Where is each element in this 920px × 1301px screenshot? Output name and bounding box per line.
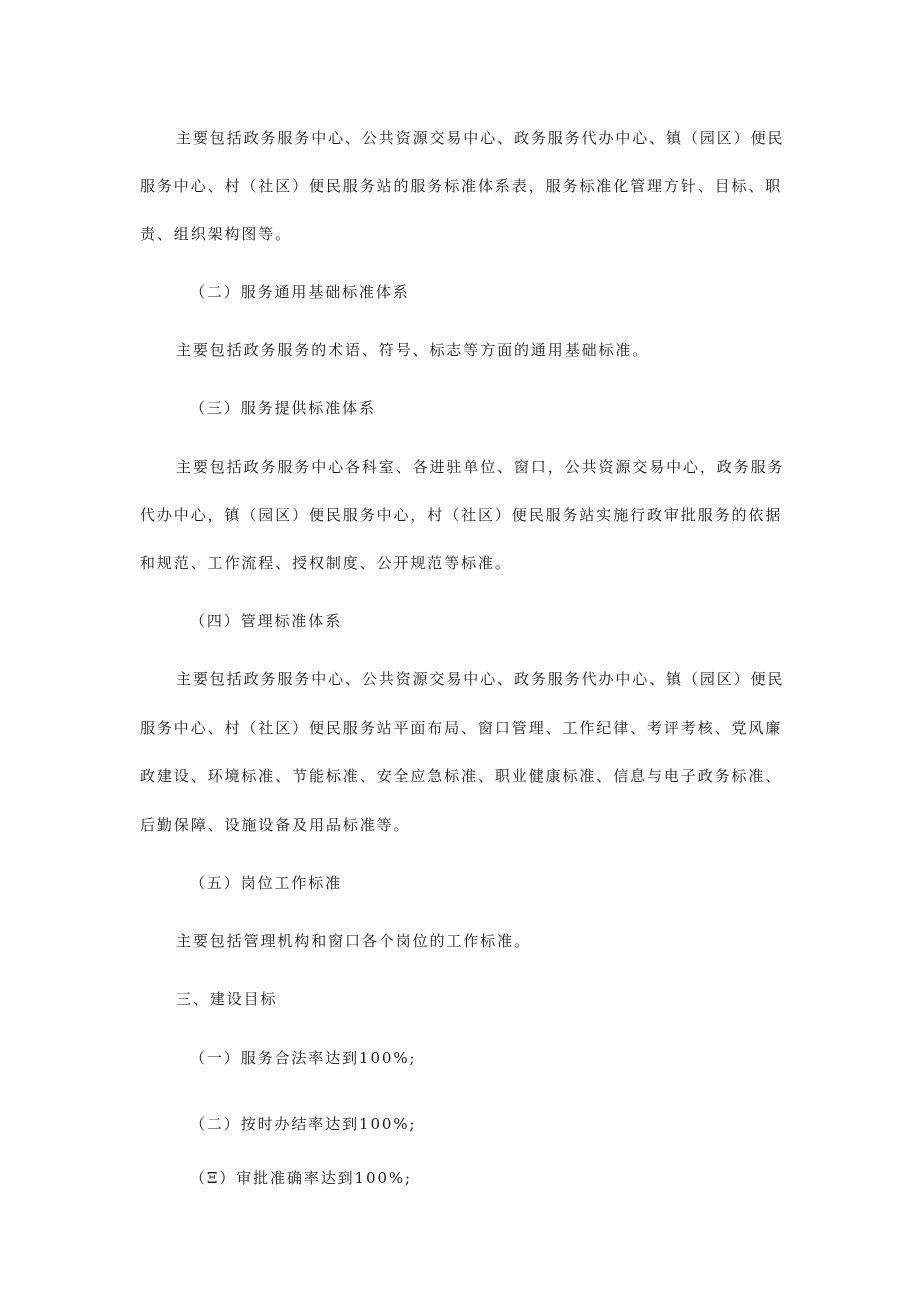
intro-body-line-1: 主要包括政务服务中心、公共资源交易中心、政务服务代办中心、镇（园区）便民 bbox=[176, 129, 785, 147]
main-section-title: 三、建设目标 bbox=[176, 990, 278, 1008]
section-2-body: 主要包括政务服务的术语、符号、标志等方面的通用基础标准。 bbox=[176, 341, 650, 359]
section-heading-4: （四）管理标准体系 bbox=[190, 612, 343, 630]
section-heading-2: （二）服务通用基础标准体系 bbox=[190, 283, 410, 301]
goal-item-1: （一）服务合法率达到100%; bbox=[190, 1049, 417, 1067]
section-3-body-line-1: 主要包括政务服务中心各科室、各进驻单位、窗口，公共资源交易中心，政务服务 bbox=[176, 458, 785, 476]
intro-body-line-3: 责、组织架构图等。 bbox=[140, 225, 293, 243]
goal-item-3: （Ξ）审批准确率达到100%; bbox=[190, 1169, 412, 1187]
section-4-body-line-1: 主要包括政务服务中心、公共资源交易中心、政务服务代办中心、镇（园区）便民 bbox=[176, 670, 785, 688]
section-3-body-line-3: 和规范、工作流程、授权制度、公开规范等标准。 bbox=[140, 554, 512, 572]
section-4-body-line-2: 服务中心、村（社区）便民服务站平面布局、窗口管理、工作纪律、考评考核、党风廉 bbox=[140, 719, 783, 737]
section-heading-3: （三）服务提供标准体系 bbox=[190, 399, 376, 417]
goal-item-2: （二）按时办结率达到100%; bbox=[190, 1115, 417, 1133]
section-heading-5: （五）岗位工作标准 bbox=[190, 874, 343, 892]
section-4-body-line-3: 政建设、环境标准、节能标准、安全应急标准、职业健康标准、信息与电子政务标准、 bbox=[140, 767, 783, 785]
intro-body-line-2: 服务中心、村（社区）便民服务站的服务标准体系表，服务标准化管理方针、目标、职 bbox=[140, 177, 783, 195]
section-5-body: 主要包括管理机构和窗口各个岗位的工作标准。 bbox=[176, 932, 531, 950]
section-3-body-line-2: 代办中心，镇（园区）便民服务中心，村（社区）便民服务站实施行政审批服务的依据 bbox=[140, 506, 783, 524]
section-4-body-line-4: 后勤保障、设施设备及用品标准等。 bbox=[140, 816, 411, 834]
